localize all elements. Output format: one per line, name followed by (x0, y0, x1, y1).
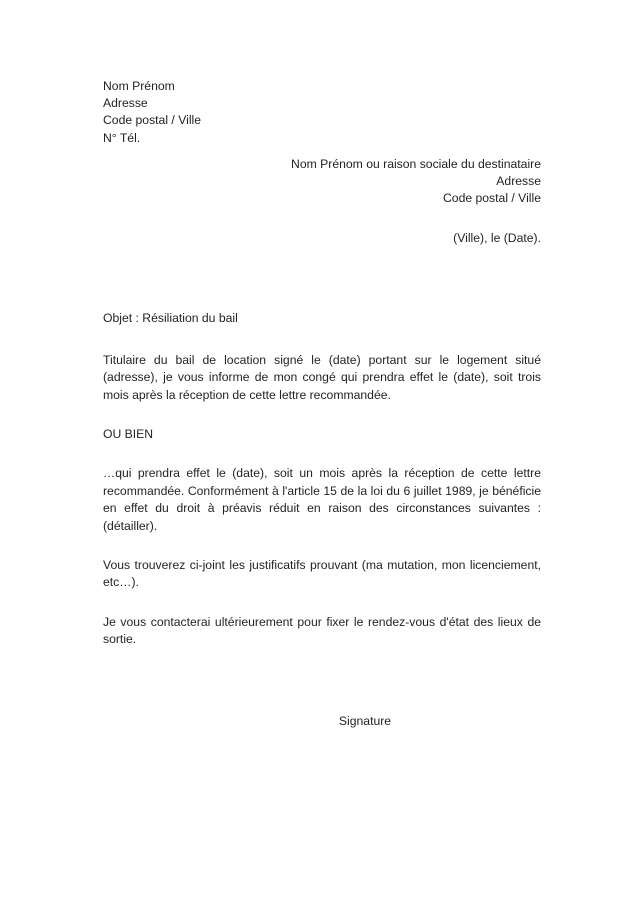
sender-phone: N° Tél. (103, 130, 141, 145)
body-paragraph-2: …qui prendra effet le (date), soit un mois après la réception de cette lettre recommandée. Conformément à l'article 15 de la loi du 6 juillet 1989, je bénéficie en effet du droit à préavis réduit en raison des circonstances suivantes : (détailler). (103, 466, 541, 533)
body-paragraph-4: Je vous contacterai ultérieurement pour fixer le rendez-vous d'état des lieux de sortie. (103, 614, 541, 647)
recipient-name: Nom Prénom ou raison sociale du destinataire (291, 156, 541, 171)
alternative-option-label: OU BIEN (103, 427, 154, 442)
sender-address-block (103, 78, 541, 147)
recipient-address-block (103, 156, 541, 208)
sender-name: Nom Prénom (103, 79, 175, 93)
recipient-postal-city: Code postal / Ville (442, 191, 541, 206)
signature-label: Signature (338, 713, 392, 728)
sender-street: Adresse (103, 96, 148, 111)
recipient-street: Adresse (496, 174, 541, 189)
date-line: (Ville), le (Date). (453, 231, 541, 246)
subject-line: Objet : Résiliation du bail (103, 310, 238, 325)
letter-content (103, 78, 541, 730)
body-paragraph-1: Titulaire du bail de location signé le (date) portant sur le logement situé (adresse), je vous informe de mon congé qui prendra effet le (date), soit trois mois après la réception de cette lettre recommandée. (103, 352, 541, 402)
sender-postal-city: Code postal / Ville (103, 113, 202, 128)
body-paragraph-3: Vous trouverez ci-joint les justificatifs prouvant (ma mutation, mon licenciement, etc…). (103, 558, 541, 590)
